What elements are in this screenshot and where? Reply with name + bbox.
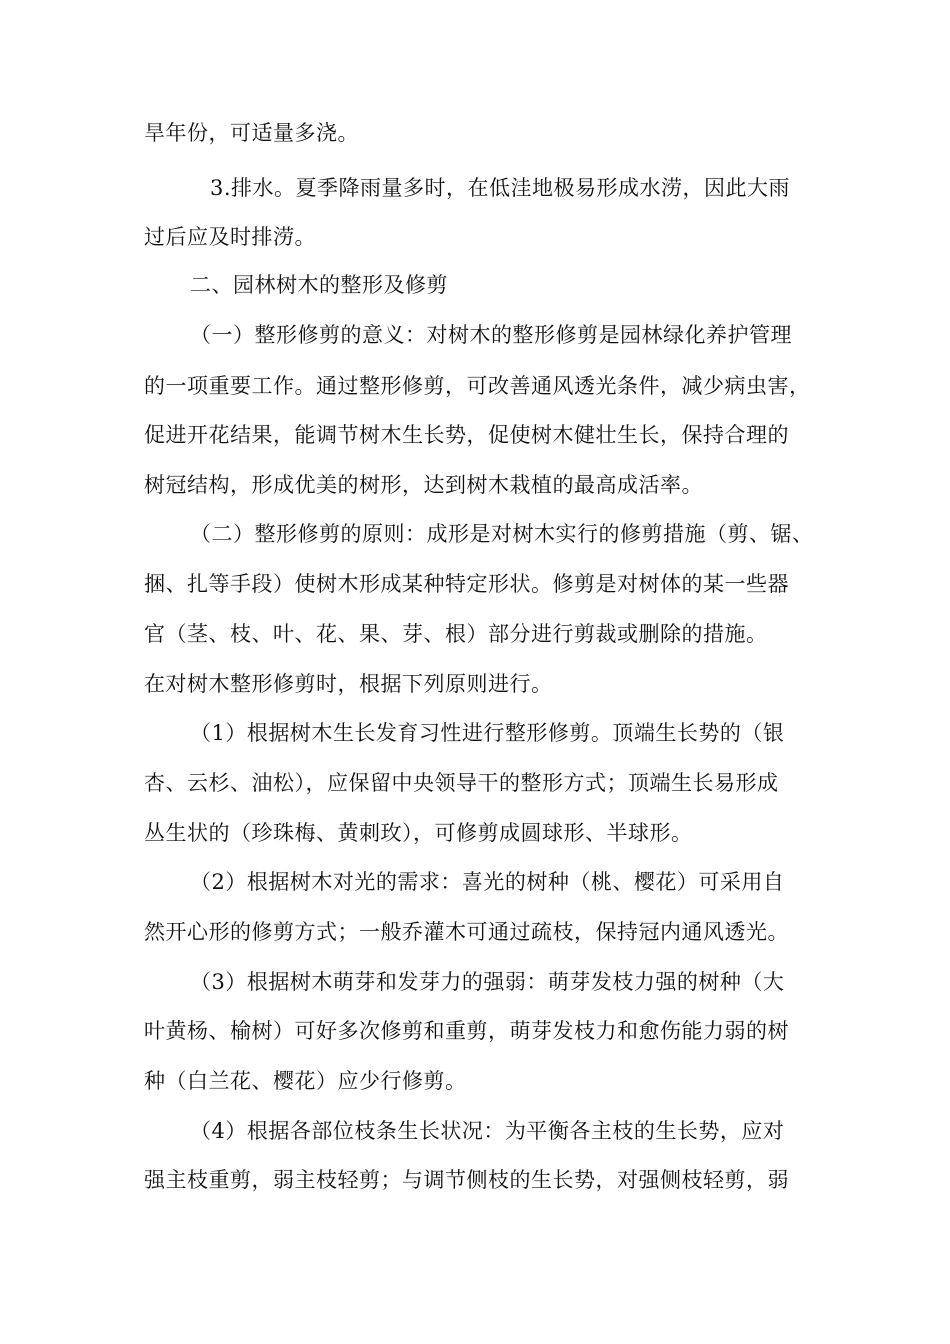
text-line-2: 3.排水。夏季降雨量多时，在低洼地极易形成水涝，因此大雨 (210, 176, 791, 200)
text-line-14: 杏、云杉、油松），应保留中央领导干的整形方式；顶端生长易形成 (144, 771, 779, 795)
text-line-19: 叶黄杨、榆树）可好多次修剪和重剪，萌芽发枝力和愈伤能力弱的树 (144, 1019, 789, 1043)
subsection-heading-2: （二）整形修剪的原则：成形是对树木实行的修剪措施（剪、锯、 (190, 522, 814, 546)
principle-1: （1）根据树木生长发育习性进行整形修剪。顶端生长势的（银 (190, 721, 785, 745)
text-line-8: 树冠结构，形成优美的树形，达到树木栽植的最高成活率。 (144, 473, 703, 497)
text-line-1: 旱年份，可适量多浇。 (144, 121, 359, 145)
text-line-20: 种（白兰花、樱花）应少行修剪。 (144, 1069, 467, 1093)
section-heading-2: 二、园林树木的整形及修剪 (190, 273, 448, 297)
subsection-heading-1: （一）整形修剪的意义：对树木的整形修剪是园林绿化养护管理 (190, 323, 792, 347)
principle-2: （2）根据树木对光的需求：喜光的树种（桃、樱花）可采用自 (190, 870, 785, 894)
text-line-15: 丛生状的（珍珠梅、黄刺玫），可修剪成圆球形、半球形。 (144, 821, 693, 845)
text-line-10: 捆、扎等手段）使树木形成某种特定形状。修剪是对树体的某一些器 (144, 572, 789, 596)
text-line-11: 官（茎、枝、叶、花、果、芽、根）部分进行剪裁或删除的措施。 (144, 622, 768, 646)
principle-4: （4）根据各部位枝条生长状况：为平衡各主枝的生长势，应对 (190, 1119, 785, 1143)
text-line-6: 的一项重要工作。通过整形修剪，可改善通风透光条件，减少病虫害， (144, 374, 811, 398)
principle-3: （3）根据树木萌芽和发芽力的强弱：萌芽发枝力强的树种（大 (190, 970, 785, 994)
text-line-3: 过后应及时排涝。 (144, 225, 316, 249)
text-line-7: 促进开花结果，能调节树木生长势，促使树木健壮生长，保持合理的 (144, 423, 789, 447)
text-line-12: 在对树木整形修剪时，根据下列原则进行。 (144, 672, 553, 696)
text-line-22: 强主枝重剪，弱主枝轻剪；与调节侧枝的生长势，对强侧枝轻剪，弱 (144, 1168, 789, 1192)
text-line-17: 然开心形的修剪方式；一般乔灌木可通过疏枝，保持冠内通风透光。 (144, 920, 789, 944)
